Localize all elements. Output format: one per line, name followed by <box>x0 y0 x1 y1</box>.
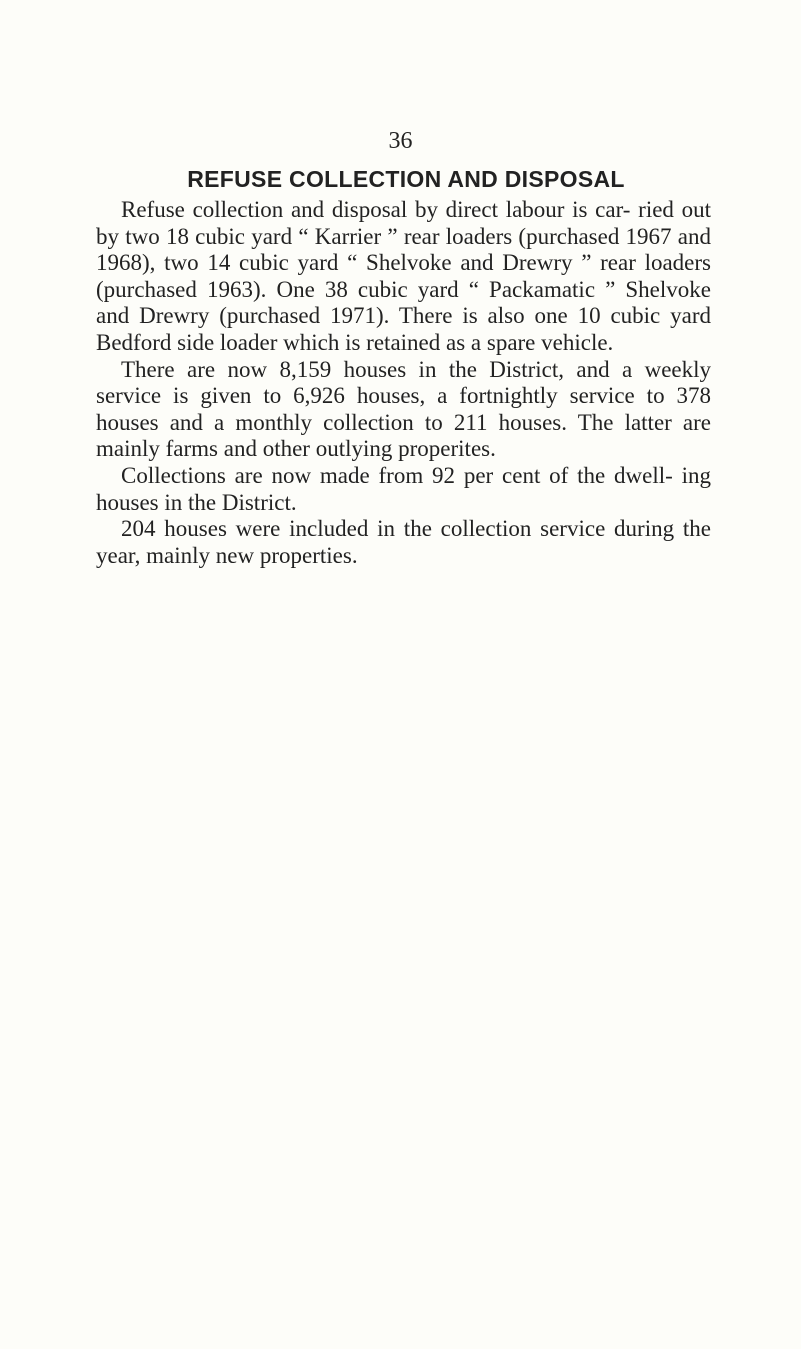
paragraph-collection-percentage: Collections are now made from 92 per cent of the dwell- ing houses in the District. <box>96 462 711 515</box>
paragraph-houses-service: There are now 8,159 houses in the District, and a weekly service is given to 6,926 houses, a fortnightly service to 378 houses and a monthly collection to 211 houses. The latter are mainly farms and other outlying properites. <box>96 356 711 462</box>
section-heading: REFUSE COLLECTION AND DISPOSAL <box>187 166 625 192</box>
paragraph-new-houses: 204 houses were included in the collection service during the year, mainly new properties. <box>96 516 711 568</box>
body-text <box>96 197 711 569</box>
page-number: 36 <box>388 128 413 154</box>
paragraph-vehicles: Refuse collection and disposal by direct labour is car- ried out by two 18 cubic yard “ Karrier ” rear loaders (purchased 1967 and 1968), two 14 cubic yard “ Shelvoke and Drewry ” rear loaders (purchased 1963). One 38 cubic yard “ Packamatic ” Shelvoke and Drewry (purchased 1971). There is also one 10 cubic yard Bedford side loader which is retained as a spare vehicle. <box>96 197 711 355</box>
